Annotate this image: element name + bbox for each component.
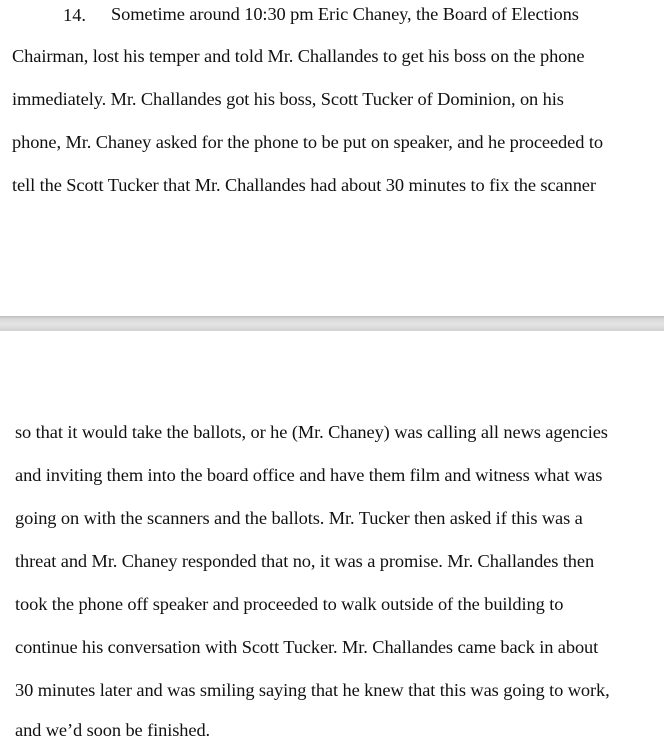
text-line: phone, Mr. Chaney asked for the phone to be put on speaker, and he proceeded to [12, 132, 603, 152]
text-line: immediately. Mr. Challandes got his boss, Scott Tucker of Dominion, on his [12, 89, 564, 109]
document-page-top [0, 0, 664, 316]
text-line: tell the Scott Tucker that Mr. Challandes had about 30 minutes to fix the scanner [12, 175, 596, 195]
text-line: going on with the scanners and the ballots. Mr. Tucker then asked if this was a [15, 508, 583, 528]
text-line: and inviting them into the board office and have them film and witness what was [15, 465, 603, 485]
text-line: took the phone off speaker and proceeded to walk outside of the building to [15, 594, 564, 614]
text-line: so that it would take the ballots, or he (Mr. Chaney) was calling all news agencies [15, 422, 608, 442]
text-line: threat and Mr. Chaney responded that no, it was a promise. Mr. Challandes then [15, 551, 595, 571]
document-page-bottom [0, 331, 664, 755]
text-line: Chairman, lost his temper and told Mr. Challandes to get his boss on the phone [12, 46, 585, 66]
text-line: Sometime around 10:30 pm Eric Chaney, the Board of Elections [111, 4, 579, 24]
text-line: 30 minutes later and was smiling saying that he knew that this was going to work, [15, 680, 610, 700]
text-line: and we’d soon be finished. [15, 720, 211, 740]
text-line: continue his conversation with Scott Tucker. Mr. Challandes came back in about [15, 637, 599, 657]
page-break-divider [0, 316, 664, 331]
paragraph-number: 14. [63, 5, 86, 25]
